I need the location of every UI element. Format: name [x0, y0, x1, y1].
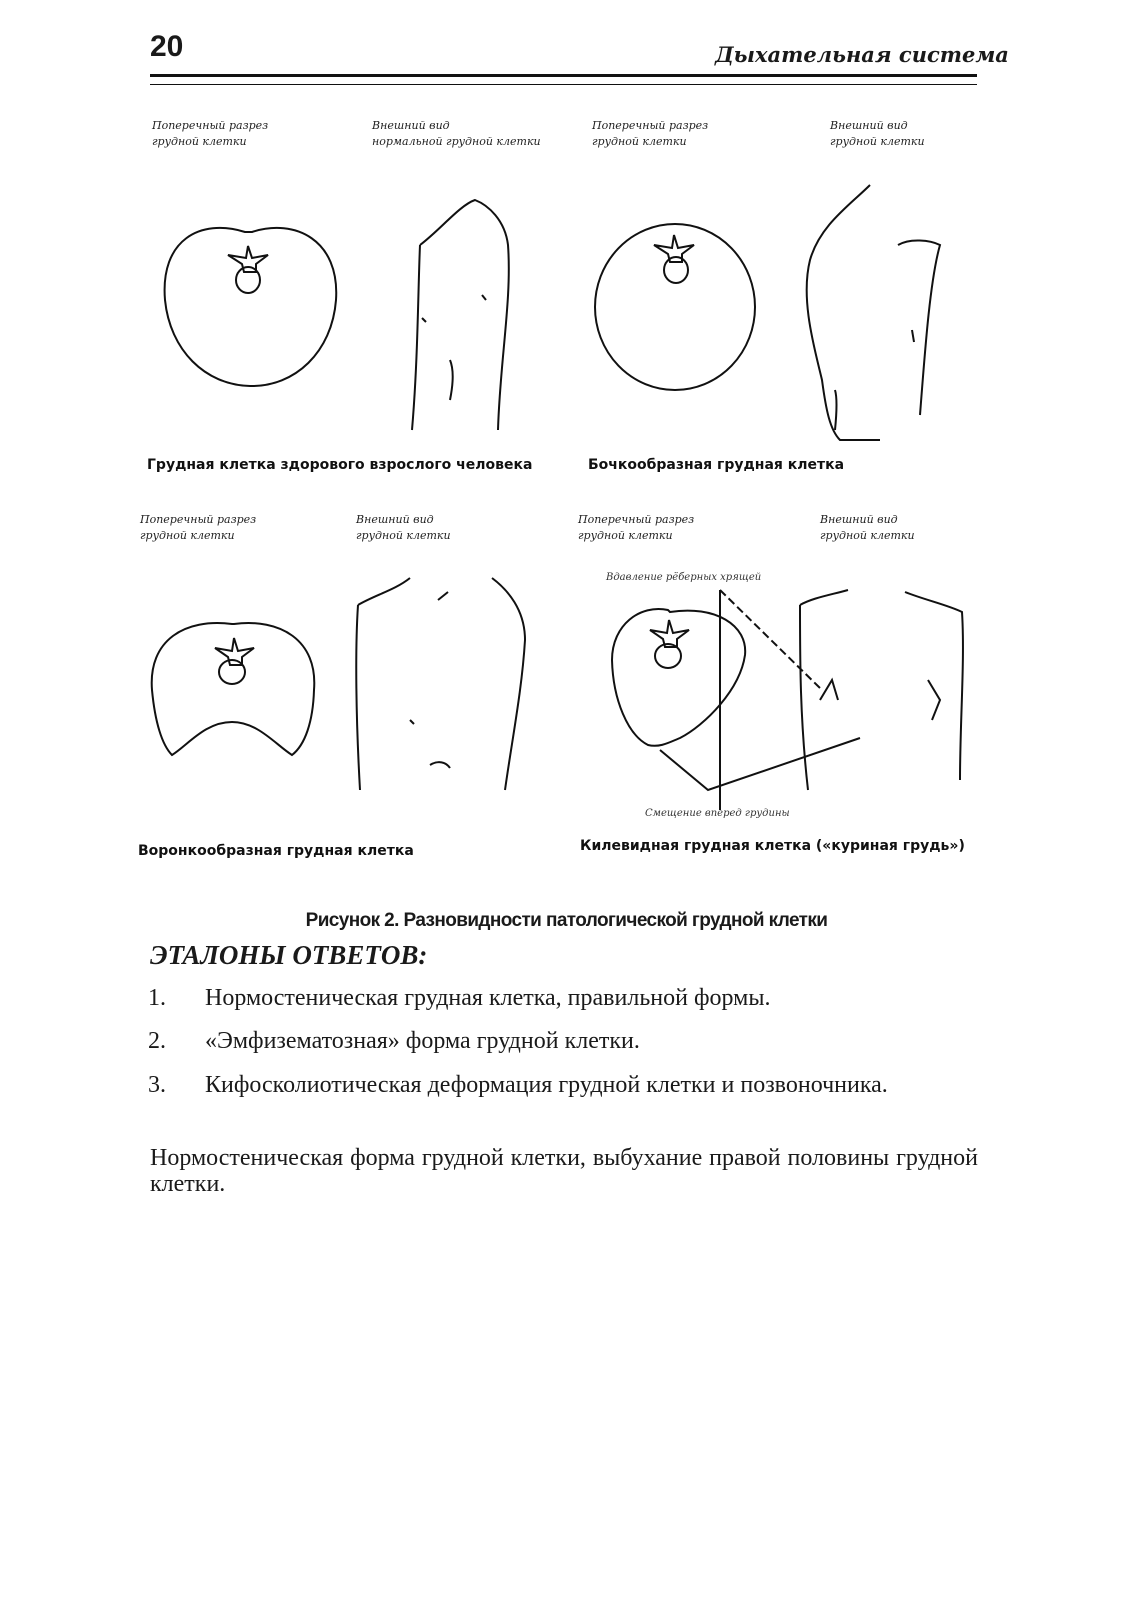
barrel-external-view — [807, 185, 940, 440]
funnel-cross-section — [152, 623, 315, 755]
panel3-external-label-1: Внешний вид — [356, 513, 434, 526]
panel2-external-label-1: Внешний вид — [830, 119, 908, 132]
panel4-cross-label-1: Поперечный разрез — [578, 513, 695, 526]
panel2-cross-label-1: Поперечный разрез — [592, 119, 709, 132]
running-title: Дыхательная система — [715, 42, 1009, 67]
keeled-external-view — [800, 590, 963, 790]
panel1-external-label-1: Внешний вид — [372, 119, 450, 132]
panel3-caption: Воронкообразная грудная клетка — [138, 843, 414, 859]
list-item-text: Кифосколиотическая деформация грудной клетки и позвоночника. — [205, 1072, 888, 1098]
panel4-annotation-top: Вдавление рёберных хрящей — [606, 572, 762, 583]
funnel-external-view — [356, 578, 525, 790]
keeled-cross-section — [612, 609, 745, 746]
panel1-cross-label-2: грудной клетки — [152, 135, 247, 148]
panel1-external-label-2: нормальной грудной клетки — [372, 135, 541, 148]
panel3-external-label-2: грудной клетки — [356, 529, 451, 542]
panel4-annotation-bottom: Смещение вперед грудины — [645, 808, 790, 819]
normal-cross-section — [165, 228, 337, 386]
panel4-external-label-1: Внешний вид — [820, 513, 898, 526]
panel3-cross-label-2: грудной клетки — [140, 529, 235, 542]
panel4-external-label-2: грудной клетки — [820, 529, 915, 542]
answer-paragraph: Нормостеническая форма грудной клетки, выбухание правой половины грудной клетки. — [150, 1145, 978, 1197]
panel4-cross-label-2: грудной клетки — [578, 529, 673, 542]
panel2-caption: Бочкообразная грудная клетка — [588, 457, 845, 473]
panel4-caption: Килевидная грудная клетка («куриная грудь») — [580, 838, 965, 854]
answers-heading: ЭТАЛОНЫ ОТВЕТОВ: — [150, 940, 428, 970]
list-item-text: «Эмфизематозная» форма грудной клетки. — [205, 1028, 640, 1054]
keeled-annotation-lines — [660, 590, 860, 810]
list-item — [0, 1072, 1133, 1128]
panel1-cross-label-1: Поперечный разрез — [152, 119, 269, 132]
list-item-number: 1. — [148, 985, 166, 1011]
list-item-number: 3. — [148, 1072, 166, 1098]
list-item-text: Нормостеническая грудная клетка, правильной формы. — [205, 985, 771, 1011]
panel3-cross-label-1: Поперечный разрез — [140, 513, 257, 526]
panel1-caption: Грудная клетка здорового взрослого человека — [147, 457, 533, 473]
barrel-cross-section — [595, 224, 755, 390]
panel2-external-label-2: грудной клетки — [830, 135, 925, 148]
page-number: 20 — [150, 30, 184, 63]
normal-external-view — [412, 200, 509, 430]
list-item-number: 2. — [148, 1028, 166, 1054]
list-item — [0, 985, 1133, 1015]
list-item — [0, 1028, 1133, 1058]
figure-title: Рисунок 2. Разновидности патологической грудной клетки — [305, 910, 828, 931]
panel2-cross-label-2: грудной клетки — [592, 135, 687, 148]
